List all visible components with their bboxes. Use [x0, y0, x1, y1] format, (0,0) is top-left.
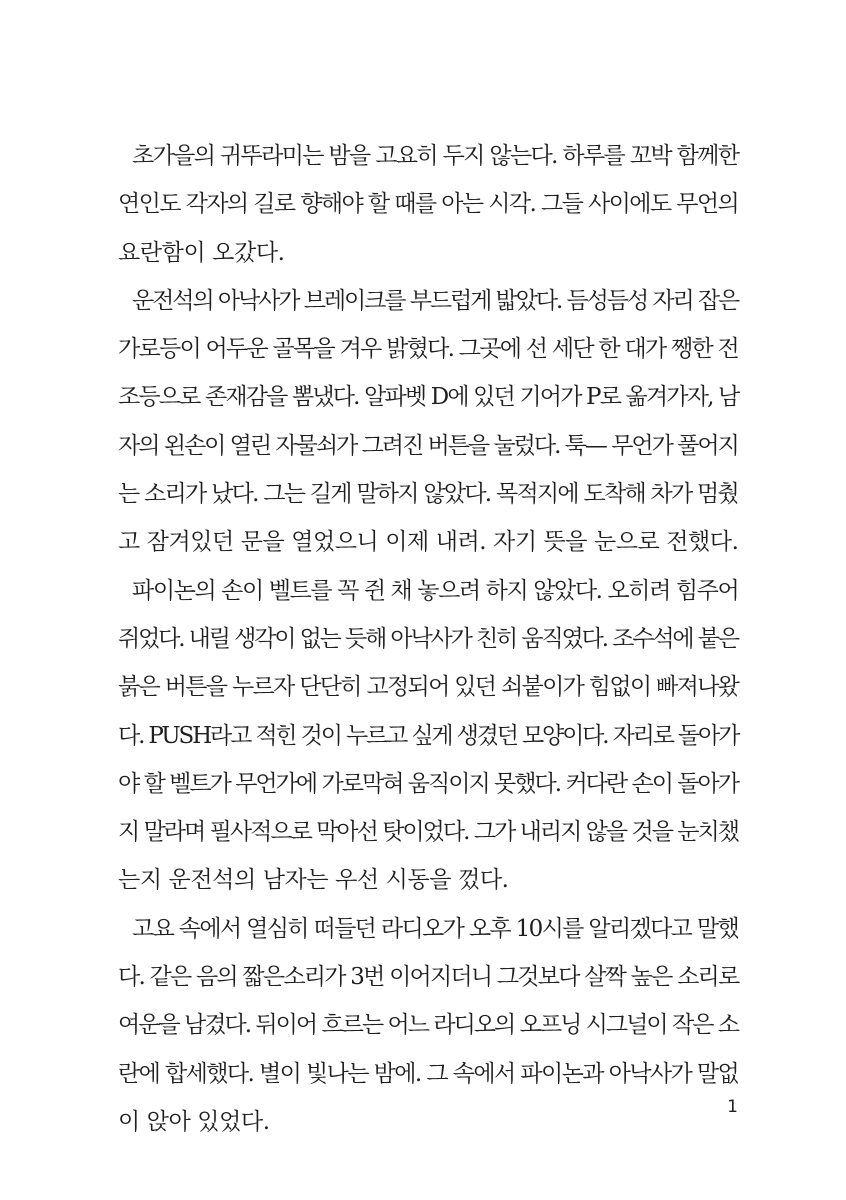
- text-line: 이 앉아 있었다.: [118, 1108, 270, 1135]
- text-line: 는 소리가 났다. 그는 길게 말하지 않았다. 목적지에 도착해 차가 멈췄: [118, 481, 739, 508]
- page-number: 1: [727, 1097, 738, 1117]
- text-line: 붉은 버튼을 누르자 단단히 고정되어 있던 쇠붙이가 힘없이 빠져나왔: [118, 674, 739, 701]
- text-line: 다. PUSH라고 적힌 것이 누르고 싶게 생겼던 모양이다. 자리로 돌아가: [118, 722, 739, 749]
- text-line: 가로등이 어두운 골목을 겨우 밝혔다. 그곳에 선 세단 한 대가 쨍한 전: [118, 336, 739, 363]
- text-line: 여운을 남겼다. 뒤이어 흐르는 어느 라디오의 오프닝 시그널이 작은 소: [118, 1012, 739, 1039]
- text-line: 고요 속에서 열심히 떠들던 라디오가 오후 10시를 알리겠다고 말했: [132, 915, 739, 942]
- text-line: 운전석의 아낙사가 브레이크를 부드럽게 밟았다. 듬성듬성 자리 잡은: [132, 287, 739, 314]
- text-line: 지 말라며 필사적으로 막아선 탓이었다. 그가 내리지 않을 것을 눈치챘: [118, 819, 739, 846]
- text-line: 쥐었다. 내릴 생각이 없는 듯해 아낙사가 친히 움직였다. 조수석에 붙은: [118, 625, 738, 652]
- text-line: 자의 왼손이 열린 자물쇠가 그려진 버튼을 눌렀다. 툭— 무언가 풀어지: [118, 432, 738, 459]
- text-line: 조등으로 존재감을 뽐냈다. 알파벳 D에 있던 기어가 P로 옮겨가자, 남: [118, 384, 739, 411]
- text-line: 다. 같은 음의 짧은소리가 3번 이어지더니 그것보다 살짝 높은 소리로: [118, 964, 739, 991]
- text-line: 란에 합세했다. 별이 빛나는 밤에. 그 속에서 파이논과 아낙사가 말없: [118, 1060, 739, 1087]
- text-line: 초가을의 귀뚜라미는 밤을 고요히 두지 않는다. 하루를 꼬박 함께한: [132, 143, 739, 169]
- text-line: 연인도 각자의 길로 향해야 할 때를 아는 시각. 그들 사이에도 무언의: [118, 191, 739, 218]
- text-line: 야 할 벨트가 무언가에 가로막혀 움직이지 못했다. 커다란 손이 돌아가: [118, 770, 739, 797]
- body-text: [118, 132, 738, 1146]
- text-line: 파이논의 손이 벨트를 꼭 쥔 채 놓으려 하지 않았다. 오히려 힘주어: [132, 577, 739, 604]
- text-line: 요란함이 오갔다.: [118, 239, 285, 266]
- text-line: 고 잠겨있던 문을 열었으니 이제 내려. 자기 뜻을 눈으로 전했다.: [118, 529, 739, 556]
- text-line: 는지 운전석의 남자는 우선 시동을 껐다.: [118, 867, 509, 894]
